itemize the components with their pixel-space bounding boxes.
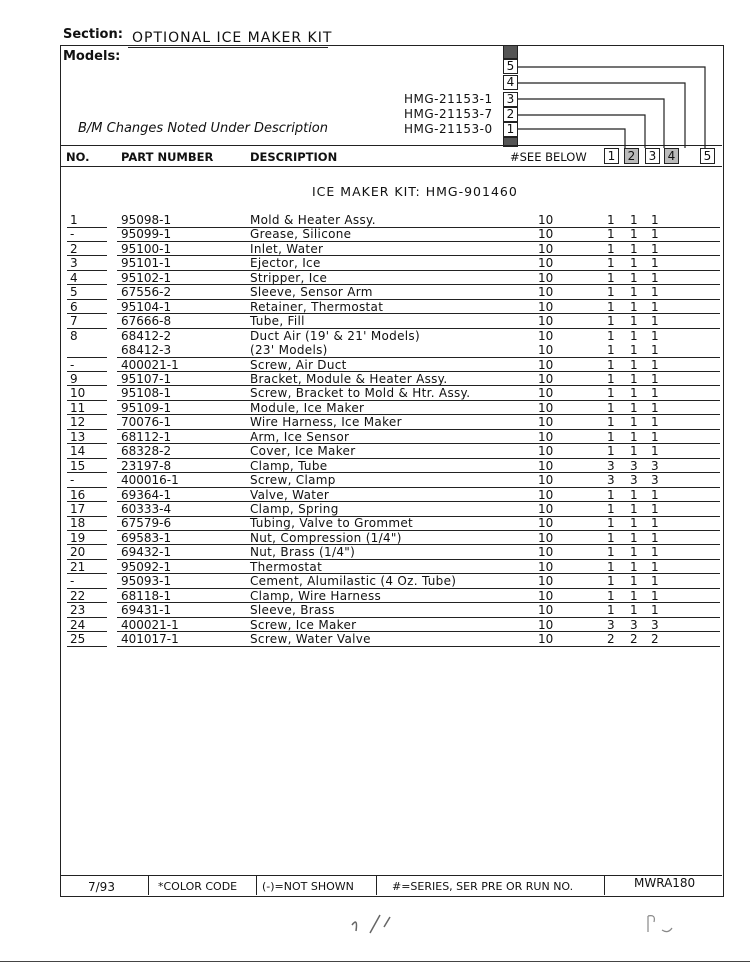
part-number: 68112-1 xyxy=(121,429,172,444)
part-description: Nut, Brass (1/4") xyxy=(250,545,356,560)
qty-model-3: 1 xyxy=(651,603,659,618)
item-number: 12 xyxy=(70,415,86,430)
qty-model-2: 1 xyxy=(630,429,638,444)
part-number: 23197-8 xyxy=(121,458,172,473)
table-row xyxy=(62,618,720,633)
part-number: 95099-1 xyxy=(121,227,172,242)
part-description: Screw, Clamp xyxy=(250,473,336,488)
part-description: Grease, Silicone xyxy=(250,227,352,242)
qty-model-1: 1 xyxy=(607,516,615,531)
qty-model-1: 2 xyxy=(607,632,615,647)
qty-model-1: 1 xyxy=(607,400,615,415)
table-row xyxy=(62,242,720,257)
qty-model-3: 1 xyxy=(651,343,659,358)
qty-model-2: 1 xyxy=(630,270,638,285)
footer-divider xyxy=(256,875,257,895)
model-connector-lines xyxy=(515,55,720,150)
part-description: Tube, Fill xyxy=(250,314,305,329)
table-row xyxy=(62,531,720,546)
qty-model-1: 1 xyxy=(607,415,615,430)
table-row xyxy=(62,227,720,242)
part-number: 69431-1 xyxy=(121,603,172,618)
table-row xyxy=(62,372,720,387)
qty-model-3: 1 xyxy=(651,227,659,242)
see-below-code: 10 xyxy=(538,415,554,430)
qty-model-1: 1 xyxy=(607,343,615,358)
qty-model-3: 1 xyxy=(651,487,659,502)
item-number: 20 xyxy=(70,545,86,560)
see-below-code: 10 xyxy=(538,603,554,618)
part-number: 68118-1 xyxy=(121,588,172,603)
item-number: - xyxy=(70,227,75,242)
see-below-code: 10 xyxy=(538,516,554,531)
footer-not-shown: (-)=NOT SHOWN xyxy=(262,880,354,893)
item-number: - xyxy=(70,473,75,488)
qty-model-3: 1 xyxy=(651,588,659,603)
qty-model-2: 1 xyxy=(630,371,638,386)
part-description: Bracket, Module & Heater Assy. xyxy=(250,371,448,386)
table-row xyxy=(62,285,720,300)
qty-model-2: 3 xyxy=(630,617,638,632)
item-number: 17 xyxy=(70,502,86,516)
see-below-code: 10 xyxy=(538,400,554,415)
part-number: 68328-2 xyxy=(121,444,172,459)
part-number: 95101-1 xyxy=(121,256,172,271)
kit-title: ICE MAKER KIT: HMG-901460 xyxy=(312,184,518,199)
model-name: HMG-21153-0 xyxy=(404,122,493,136)
part-description: Sleeve, Brass xyxy=(250,603,335,618)
part-description: Valve, Water xyxy=(250,487,330,502)
item-number: 5 xyxy=(70,285,78,300)
qty-model-1: 3 xyxy=(607,473,615,488)
see-below-code: 10 xyxy=(538,444,554,459)
part-description: Screw, Ice Maker xyxy=(250,617,357,632)
part-description: Arm, Ice Sensor xyxy=(250,429,350,444)
see-below-code: 10 xyxy=(538,473,554,488)
qty-model-1: 1 xyxy=(607,588,615,603)
qty-model-3: 1 xyxy=(651,241,659,256)
qty-model-2: 1 xyxy=(630,415,638,430)
column-no: NO. xyxy=(66,150,90,164)
see-below-code: 10 xyxy=(538,458,554,473)
item-number: 4 xyxy=(70,270,78,285)
table-row xyxy=(62,560,720,575)
qty-model-1: 1 xyxy=(607,314,615,329)
qty-model-2: 1 xyxy=(630,588,638,603)
see-below-code: 10 xyxy=(538,559,554,574)
part-description: Nut, Compression (1/4") xyxy=(250,530,402,545)
model-name: HMG-21153-1 xyxy=(404,92,493,106)
qty-model-2: 1 xyxy=(630,343,638,358)
footer-doc-code: MWRA180 xyxy=(634,876,696,890)
part-number: 95100-1 xyxy=(121,241,172,256)
section-label: Section: xyxy=(63,27,123,42)
footer-divider xyxy=(604,875,605,895)
table-row xyxy=(62,459,720,474)
qty-model-1: 1 xyxy=(607,574,615,589)
part-description: Clamp, Tube xyxy=(250,458,328,473)
part-number: 400021-1 xyxy=(121,357,179,372)
item-number: 1 xyxy=(70,213,78,227)
see-below-code: 10 xyxy=(538,299,554,314)
qty-model-2: 1 xyxy=(630,386,638,401)
qty-model-2: 1 xyxy=(630,357,638,372)
qty-model-3: 1 xyxy=(651,516,659,531)
see-below-code: 10 xyxy=(538,343,554,358)
table-row xyxy=(62,632,720,647)
table-row xyxy=(62,213,720,228)
item-number: 16 xyxy=(70,487,86,502)
qty-model-2: 1 xyxy=(630,444,638,459)
see-below-code: 10 xyxy=(538,285,554,300)
model-box: 5 xyxy=(503,59,518,74)
see-below-code: 10 xyxy=(538,357,554,372)
section-value: OPTIONAL ICE MAKER KIT xyxy=(132,30,333,46)
footer-divider xyxy=(376,875,377,895)
part-number: 95108-1 xyxy=(121,386,172,401)
see-below-code: 10 xyxy=(538,227,554,242)
qty-model-2: 1 xyxy=(630,516,638,531)
see-below-code: 10 xyxy=(538,328,554,343)
table-row xyxy=(62,314,720,329)
part-description: Clamp, Spring xyxy=(250,502,339,516)
qty-model-2: 1 xyxy=(630,299,638,314)
handwritten-mark xyxy=(640,908,680,938)
item-number: 9 xyxy=(70,371,78,386)
qty-model-2: 1 xyxy=(630,328,638,343)
part-number: 69364-1 xyxy=(121,487,172,502)
qty-model-3: 1 xyxy=(651,371,659,386)
qty-model-2: 3 xyxy=(630,473,638,488)
qty-model-3: 1 xyxy=(651,285,659,300)
part-number: 60333-4 xyxy=(121,502,172,516)
item-number: 8 xyxy=(70,328,78,343)
see-below-code: 10 xyxy=(538,487,554,502)
row-underline xyxy=(67,646,107,647)
row-underline xyxy=(117,646,720,647)
table-row xyxy=(62,271,720,286)
table-row xyxy=(62,343,720,358)
qty-model-2: 1 xyxy=(630,530,638,545)
see-below-code: 10 xyxy=(538,270,554,285)
part-number: 95109-1 xyxy=(121,400,172,415)
item-number: 13 xyxy=(70,429,86,444)
qty-model-1: 1 xyxy=(607,256,615,271)
item-number: 15 xyxy=(70,458,86,473)
qty-model-3: 1 xyxy=(651,357,659,372)
table-row xyxy=(62,256,720,271)
qty-model-3: 1 xyxy=(651,559,659,574)
qty-model-3: 3 xyxy=(651,458,659,473)
part-number: 95102-1 xyxy=(121,270,172,285)
item-number: 14 xyxy=(70,444,86,459)
part-description: Tubing, Valve to Grommet xyxy=(250,516,414,531)
see-below-code: 10 xyxy=(538,530,554,545)
qty-model-1: 1 xyxy=(607,386,615,401)
see-below-code: 10 xyxy=(538,256,554,271)
table-row xyxy=(62,603,720,618)
models-label: Models: xyxy=(63,49,121,64)
part-number: 401017-1 xyxy=(121,632,179,647)
item-number: 24 xyxy=(70,617,86,632)
qty-model-1: 1 xyxy=(607,487,615,502)
footer-color-code: *COLOR CODE xyxy=(158,880,238,893)
part-number: 400016-1 xyxy=(121,473,179,488)
part-description: Module, Ice Maker xyxy=(250,400,365,415)
model-column-box: 3 xyxy=(645,148,660,164)
part-number: 400021-1 xyxy=(121,617,179,632)
part-description: Mold & Heater Assy. xyxy=(250,213,376,227)
qty-model-2: 1 xyxy=(630,545,638,560)
table-row xyxy=(62,300,720,315)
part-description: (23' Models) xyxy=(250,343,328,358)
part-description: Cement, Alumilastic (4 Oz. Tube) xyxy=(250,574,457,589)
item-number: 6 xyxy=(70,299,78,314)
qty-model-2: 1 xyxy=(630,574,638,589)
qty-model-1: 1 xyxy=(607,270,615,285)
model-box: 2 xyxy=(503,107,518,122)
table-row xyxy=(62,358,720,373)
part-number: 95092-1 xyxy=(121,559,172,574)
qty-model-1: 1 xyxy=(607,357,615,372)
table-row xyxy=(62,401,720,416)
footer-series-note: #=SERIES, SER PRE OR RUN NO. xyxy=(392,880,574,893)
part-description: Inlet, Water xyxy=(250,241,324,256)
part-description: Screw, Water Valve xyxy=(250,632,371,647)
part-description: Duct Air (19' & 21' Models) xyxy=(250,328,420,343)
qty-model-3: 1 xyxy=(651,444,659,459)
item-number: 21 xyxy=(70,559,86,574)
part-number: 69432-1 xyxy=(121,545,172,560)
table-row xyxy=(62,488,720,503)
part-number: 95093-1 xyxy=(121,574,172,589)
qty-model-3: 3 xyxy=(651,617,659,632)
part-number: 67579-6 xyxy=(121,516,172,531)
footer-date: 7/93 xyxy=(88,880,115,894)
table-row xyxy=(62,589,720,604)
item-number: 23 xyxy=(70,603,86,618)
table-row xyxy=(62,545,720,560)
column-see-below: #SEE BELOW xyxy=(510,150,587,164)
table-row xyxy=(62,574,720,589)
part-number: 67556-2 xyxy=(121,285,172,300)
qty-model-3: 1 xyxy=(651,429,659,444)
model-box: 4 xyxy=(503,75,518,90)
qty-model-3: 1 xyxy=(651,400,659,415)
qty-model-3: 1 xyxy=(651,545,659,560)
qty-model-3: 1 xyxy=(651,314,659,329)
qty-model-2: 1 xyxy=(630,256,638,271)
item-number: 10 xyxy=(70,386,86,401)
qty-model-1: 1 xyxy=(607,444,615,459)
item-number: - xyxy=(70,357,75,372)
bm-change-note: B/M Changes Noted Under Description xyxy=(78,121,329,136)
see-below-code: 10 xyxy=(538,588,554,603)
item-number: 7 xyxy=(70,314,78,329)
qty-model-1: 1 xyxy=(607,227,615,242)
qty-model-2: 1 xyxy=(630,314,638,329)
see-below-code: 10 xyxy=(538,314,554,329)
part-description: Stripper, Ice xyxy=(250,270,328,285)
part-description: Screw, Bracket to Mold & Htr. Assy. xyxy=(250,386,471,401)
qty-model-1: 1 xyxy=(607,559,615,574)
part-description: Thermostat xyxy=(250,559,323,574)
table-row xyxy=(62,473,720,488)
qty-model-2: 3 xyxy=(630,458,638,473)
model-column-box: 4 xyxy=(664,148,679,164)
qty-model-3: 2 xyxy=(651,632,659,647)
model-column-box: 5 xyxy=(700,148,715,164)
qty-model-1: 1 xyxy=(607,371,615,386)
qty-model-1: 1 xyxy=(607,285,615,300)
qty-model-3: 1 xyxy=(651,502,659,516)
model-box: 3 xyxy=(503,92,518,107)
see-below-code: 10 xyxy=(538,386,554,401)
qty-model-3: 1 xyxy=(651,328,659,343)
part-number: 95104-1 xyxy=(121,299,172,314)
see-below-code: 10 xyxy=(538,213,554,227)
qty-model-1: 1 xyxy=(607,603,615,618)
part-description: Retainer, Thermostat xyxy=(250,299,384,314)
part-number: 95107-1 xyxy=(121,371,172,386)
qty-model-1: 1 xyxy=(607,502,615,516)
model-column-box: 2 xyxy=(624,148,639,164)
see-below-code: 10 xyxy=(538,429,554,444)
model-column-box: 1 xyxy=(604,148,619,164)
item-number: 2 xyxy=(70,241,78,256)
see-below-code: 10 xyxy=(538,241,554,256)
qty-model-2: 1 xyxy=(630,502,638,516)
table-row xyxy=(62,444,720,459)
part-number: 70076-1 xyxy=(121,415,172,430)
qty-model-2: 1 xyxy=(630,241,638,256)
table-row xyxy=(62,430,720,445)
qty-model-2: 1 xyxy=(630,227,638,242)
qty-model-2: 1 xyxy=(630,559,638,574)
item-number: 11 xyxy=(70,400,86,415)
qty-model-2: 1 xyxy=(630,213,638,227)
qty-model-3: 1 xyxy=(651,530,659,545)
part-description: Clamp, Wire Harness xyxy=(250,588,382,603)
page-bottom-edge xyxy=(0,961,750,962)
qty-model-3: 1 xyxy=(651,270,659,285)
model-box: 1 xyxy=(503,122,518,137)
column-description: DESCRIPTION xyxy=(250,150,338,164)
item-number: 22 xyxy=(70,588,86,603)
qty-model-3: 1 xyxy=(651,415,659,430)
part-number: 68412-2 xyxy=(121,328,172,343)
see-below-code: 10 xyxy=(538,502,554,516)
part-description: Cover, Ice Maker xyxy=(250,444,356,459)
qty-model-2: 1 xyxy=(630,285,638,300)
qty-model-3: 3 xyxy=(651,473,659,488)
qty-model-2: 1 xyxy=(630,603,638,618)
see-below-code: 10 xyxy=(538,617,554,632)
part-description: Screw, Air Duct xyxy=(250,357,347,372)
item-number: 19 xyxy=(70,530,86,545)
footer-divider xyxy=(148,875,149,895)
qty-model-1: 1 xyxy=(607,545,615,560)
see-below-code: 10 xyxy=(538,545,554,560)
qty-model-2: 2 xyxy=(630,632,638,647)
model-name: HMG-21153-7 xyxy=(404,107,493,121)
qty-model-1: 3 xyxy=(607,458,615,473)
see-below-code: 10 xyxy=(538,574,554,589)
footer-rule xyxy=(60,875,722,876)
qty-model-1: 1 xyxy=(607,241,615,256)
part-number: 68412-3 xyxy=(121,343,172,358)
qty-model-3: 1 xyxy=(651,256,659,271)
table-row xyxy=(62,502,720,517)
see-below-code: 10 xyxy=(538,632,554,647)
qty-model-3: 1 xyxy=(651,574,659,589)
table-row xyxy=(62,516,720,531)
column-header-rule xyxy=(60,166,722,167)
header-rule xyxy=(60,145,722,146)
part-description: Sleeve, Sensor Arm xyxy=(250,285,373,300)
table-row xyxy=(62,329,720,344)
handwritten-mark xyxy=(340,905,400,940)
part-description: Wire Harness, Ice Maker xyxy=(250,415,402,430)
qty-model-3: 1 xyxy=(651,386,659,401)
qty-model-2: 1 xyxy=(630,487,638,502)
qty-model-1: 1 xyxy=(607,530,615,545)
qty-model-2: 1 xyxy=(630,400,638,415)
qty-model-3: 1 xyxy=(651,299,659,314)
item-number: 25 xyxy=(70,632,86,647)
item-number: - xyxy=(70,574,75,589)
table-row xyxy=(62,386,720,401)
part-description: Ejector, Ice xyxy=(250,256,321,271)
qty-model-1: 1 xyxy=(607,429,615,444)
part-number: 69583-1 xyxy=(121,530,172,545)
qty-model-3: 1 xyxy=(651,213,659,227)
see-below-code: 10 xyxy=(538,371,554,386)
part-number: 67666-8 xyxy=(121,314,172,329)
qty-model-1: 3 xyxy=(607,617,615,632)
qty-model-1: 1 xyxy=(607,299,615,314)
qty-model-1: 1 xyxy=(607,328,615,343)
qty-model-1: 1 xyxy=(607,213,615,227)
column-part-number: PART NUMBER xyxy=(121,150,214,164)
item-number: 3 xyxy=(70,256,78,271)
part-number: 95098-1 xyxy=(121,213,172,227)
item-number: 18 xyxy=(70,516,86,531)
table-row xyxy=(62,415,720,430)
